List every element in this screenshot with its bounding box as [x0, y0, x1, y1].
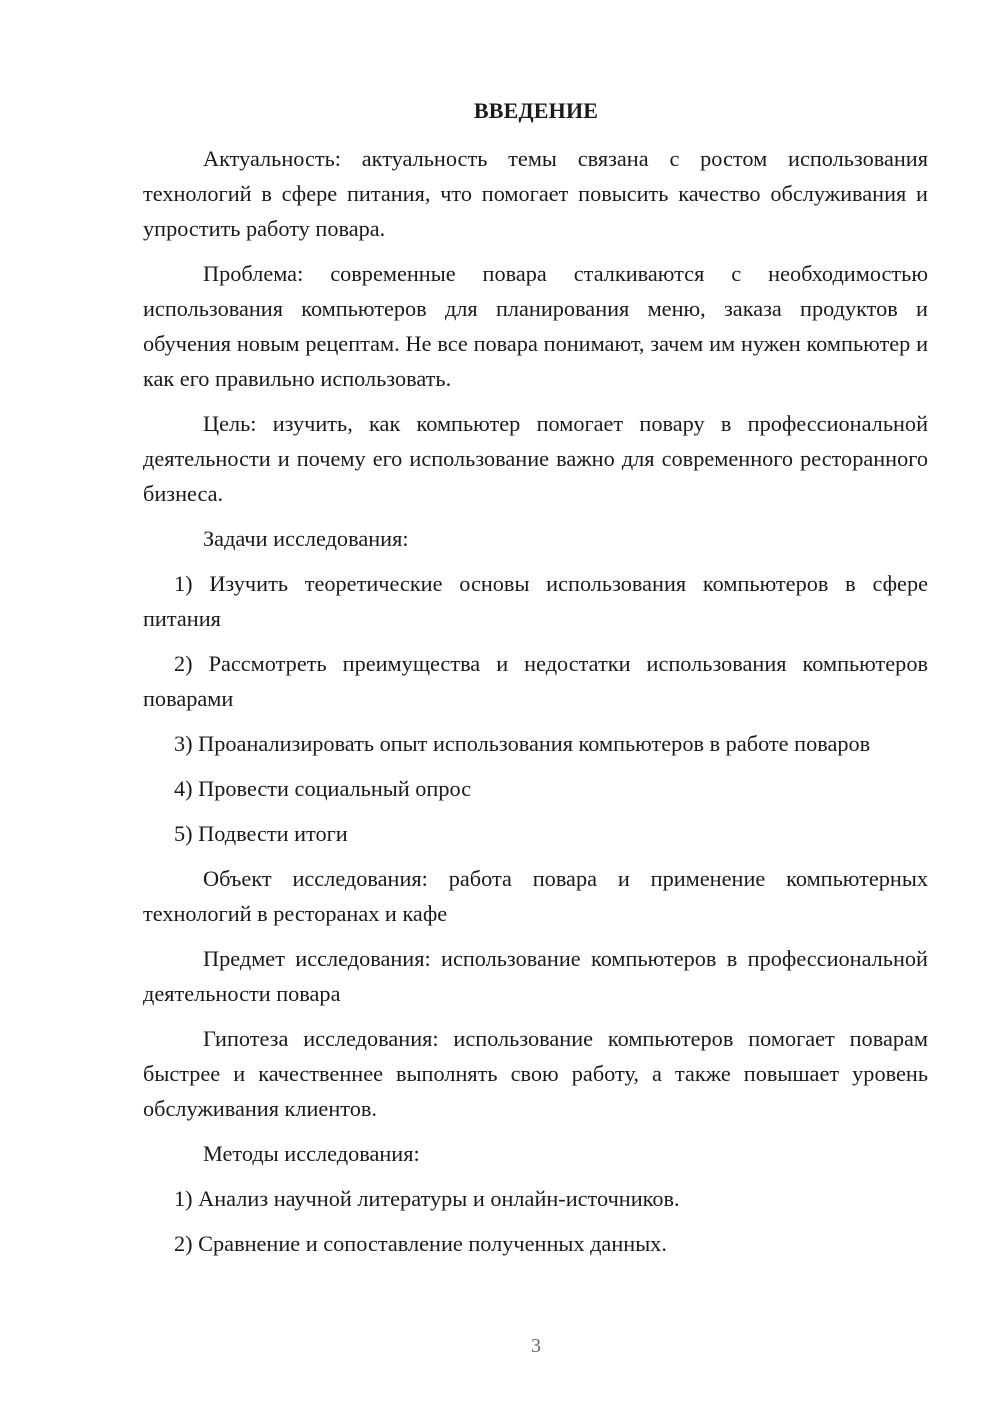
- subject-paragraph: Предмет исследования: использование компьютеров в профессиональной деятельности повара: [143, 946, 928, 1006]
- method-item-1: 1) Анализ научной литературы и онлайн-источников.: [174, 1186, 680, 1211]
- task-item-2: 2) Рассмотреть преимущества и недостатки использования компьютеров поварами: [143, 651, 928, 711]
- task-item-3: 3) Проанализировать опыт использования компьютеров в работе поваров: [174, 731, 871, 756]
- methods-title: Методы исследования:: [203, 1141, 420, 1166]
- document-body: [143, 141, 928, 1271]
- hypothesis-paragraph: Гипотеза исследования: использование компьютеров помогает поварам быстрее и качественнее выполнять свою работу, а также повышает уровень обслуживания клиентов.: [143, 1026, 928, 1121]
- relevance-paragraph: Актуальность: актуальность темы связана с ростом использования технологий в сфере питания, что помогает повысить качество обслуживания и упростить работу повара.: [143, 146, 928, 241]
- task-item-1: 1) Изучить теоретические основы использования компьютеров в сфере питания: [143, 571, 928, 631]
- goal-paragraph: Цель: изучить, как компьютер помогает повару в профессиональной деятельности и почему его использование важно для современного ресторанного бизнеса.: [143, 411, 928, 506]
- task-item-4: 4) Провести социальный опрос: [174, 776, 472, 801]
- method-item-2: 2) Сравнение и сопоставление полученных данных.: [174, 1231, 667, 1256]
- section-heading: ВВЕДЕНИЕ: [473, 98, 599, 123]
- problem-paragraph: Проблема: современные повара сталкиваются с необходимостью использования компьютеров для планирования меню, заказа продуктов и обучения новым рецептам. Не все повара понимают, зачем им нужен компьютер и как его правильно использовать.: [143, 261, 928, 391]
- tasks-title: Задачи исследования:: [203, 526, 409, 551]
- object-paragraph: Объект исследования: работа повара и применение компьютерных технологий в ресторанах и кафе: [143, 866, 928, 926]
- task-item-5: 5) Подвести итоги: [174, 821, 348, 846]
- page-number: 3: [531, 1335, 541, 1357]
